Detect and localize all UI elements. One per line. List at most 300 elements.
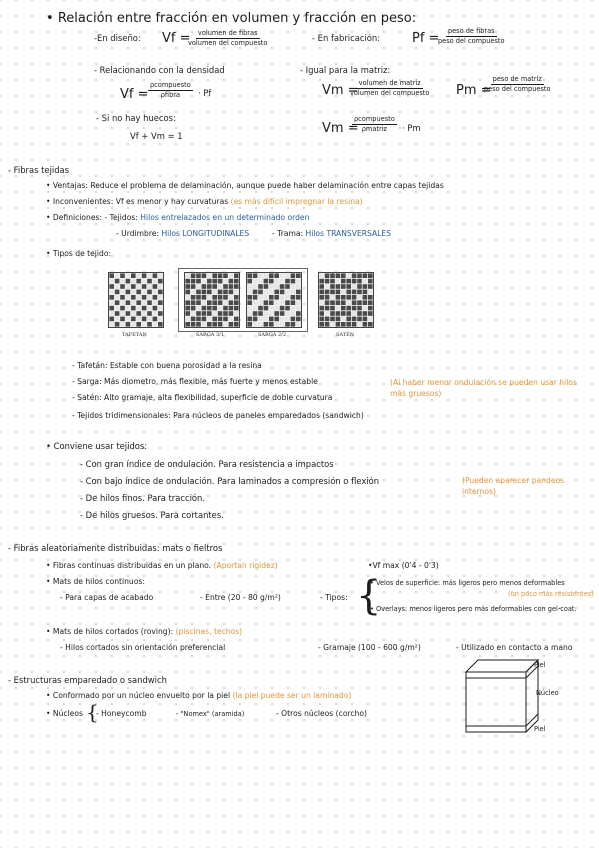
weave-cell [368,273,373,278]
weave-cell [120,300,125,305]
caption-sarga-22: SARGA 2/2 [258,332,287,338]
use-label: • Conviene usar tejidos: [46,441,148,451]
weave-cell [131,300,136,305]
weave-cell [115,273,120,278]
tejidos-text: Hilos entrelazados en un determinado orden [140,213,310,222]
matrix-vm2: Vm = [322,121,359,136]
weave-cell [336,300,341,305]
weave-cell [115,322,120,327]
weave-cell [136,311,141,316]
weave-cell [325,306,330,311]
random-heading: - Fibras aleatoriamente distribuidas: mats o fieltros [8,543,223,553]
weave-cell [126,306,131,311]
weave-cell [330,279,335,284]
dis-note: (es más difícil impregnar la resina) [230,197,363,206]
weave-cell [346,300,351,305]
weave-type-tafetan: - Tafetán: Estable con buena porosidad a la resina [72,361,262,370]
weave-cell [346,306,351,311]
weave-cell [319,273,324,278]
core-nomex: - "Nomex" (aramida) [176,710,245,718]
random-continuous-note: (Aportan rigidez) [213,561,278,570]
weave-cell [352,279,357,284]
density-label: - Relacionando con la densidad [94,65,225,75]
weave-cell [352,300,357,305]
weave-cell [109,300,114,305]
random-continuous: • Fibras continuas distribuidas en un plano. (Aportan rigidez) [46,561,278,570]
weave-cell [336,290,341,295]
weave-cell [346,279,351,284]
weave-cell [153,273,158,278]
weave-cell [120,295,125,300]
woven-definitions [46,214,309,222]
weave-cell [330,295,335,300]
weave-cell [357,279,362,284]
weave-cell [341,322,346,327]
weave-cell [363,284,368,289]
weave-cell [319,279,324,284]
caption-sarga-31: SARGA 3/1 [196,332,225,338]
adv-label: • Ventajas: [46,181,88,190]
weave-cell [325,311,330,316]
weave-type-saten: - Satén: Alto gramaje, alta flexibilidad, superficie de doble curvatura [72,393,333,402]
weave-cell [325,279,330,284]
cut-orientation: - Hilos cortados sin orientación preferencial [60,643,226,652]
weave-cell [131,284,136,289]
weave-cell [363,273,368,278]
weave-cell [131,273,136,278]
weave-cell [120,322,125,327]
matrix-num: volumen de matriz [358,79,421,87]
matrix-label: - Igual para la matriz: [300,65,391,75]
adv-text: Reduce el problema de delaminación, aunque puede haber delaminación entre capas tejidas [90,181,444,190]
label-piel-bottom: Piel [534,725,546,733]
weave-cell [136,295,141,300]
tipos-label: - Tipos: [320,593,348,602]
woven-urdimbre [116,230,391,238]
weave-cell [346,273,351,278]
weave-cell [336,311,341,316]
section-title: • Relación entre fracción en volumen y fracción en peso: [46,11,417,26]
weave-cell [357,273,362,278]
tipos-velos-note: (un poco más resistentes) [508,590,594,598]
use-item-compression-note: (Pueden aparecer pandeos internos) [462,476,565,496]
weave-cell [109,311,114,316]
weave-cell [120,306,125,311]
weave-cell [147,273,152,278]
weave-cell [346,317,351,322]
use-item-impact: - Con gran índice de ondulación. Para resistencia a impactos [80,459,334,469]
weave-cell [158,306,163,311]
weave-cell [158,273,163,278]
weave-cell [352,290,357,295]
weave-cell [368,300,373,305]
caption-saten: SATÉN [336,332,355,338]
density-den: ρfibra [160,90,181,99]
weave-cell [357,284,362,289]
weave-type-sarga: - Sarga: Más diometro, más flexible, más fuerte y menos estable [72,377,318,386]
weave-cell [352,295,357,300]
weave-cell [153,322,158,327]
weave-cell [142,311,147,316]
bullet-dot: • [46,11,58,26]
weave-cell [341,284,346,289]
weave-cell [147,300,152,305]
design-den: volumen del compuesto [188,38,268,47]
design-num: volumen de fibras [197,29,258,37]
mats-range: - Entre (20 - 80 g/m²) [200,593,281,602]
weave-cell [357,295,362,300]
weave-cell [330,311,335,316]
fabrication-pf: Pf = [412,31,440,46]
label-nucleo: Núcleo [536,689,559,697]
weave-cell [136,290,141,295]
matrix-den2: ρmatriz [361,124,387,133]
use-item-shear: - De hilos gruesos. Para cortantes. [80,510,224,520]
weave-cell [115,317,120,322]
no-voids-eq: Vf + Vm = 1 [130,131,183,141]
weave-cell [336,295,341,300]
tejidos-label: - Tejidos: [104,213,138,222]
weave-cell [142,306,147,311]
cut-gramaje: - Gramaje (100 - 600 g/m²) [318,643,421,652]
weave-cell [341,295,346,300]
weave-cell [330,306,335,311]
fabrication-label: - En fabricación: [312,33,381,43]
weave-cell [126,273,131,278]
weave-cell [136,284,141,289]
weave-cell [126,295,131,300]
weave-cell [346,290,351,295]
weave-cell [142,279,147,284]
weave-cell [319,290,324,295]
weave-cell [131,295,136,300]
weave-cell [357,290,362,295]
matrix-p-fraction [482,76,553,93]
weave-cell [319,300,324,305]
weave-cell [120,284,125,289]
weave-cell [109,295,114,300]
weave-cell [115,284,120,289]
weave-cell [158,317,163,322]
weave-cell [319,284,324,289]
weave-cell [115,279,120,284]
weave-cell [368,317,373,322]
weave-cell [131,311,136,316]
weave-cell [120,279,125,284]
weave-cell [330,322,335,327]
weave-cell [336,279,341,284]
weave-cell [336,273,341,278]
weave-cell [363,290,368,295]
weave-cell [142,295,147,300]
weave-type-3d: - Tejidos tridimensionales: Para núcleos de paneles emparedados (sandwich) [72,411,364,420]
weave-cell [147,317,152,322]
weave-cell [158,295,163,300]
weave-cell [341,317,346,322]
matrix-num2: ρcompuesto [354,115,395,123]
weave-cell [325,300,330,305]
matrix-vm: Vm = [322,83,359,98]
weave-cell [131,317,136,322]
weave-cell [126,279,131,284]
weave-cell [325,290,330,295]
weave-frame-sarga [178,268,308,332]
trama-label: - Trama: [272,229,304,238]
weave-cell [325,317,330,322]
sandwich-formed-note: (la piel puede ser un laminado) [232,691,352,700]
tipos-brace: { [356,573,382,619]
matrix-pnum: peso de matriz [492,75,542,83]
weave-pattern [319,273,373,327]
weave-cell [158,322,163,327]
weave-cell [368,295,373,300]
weave-cell [120,290,125,295]
weave-cell [158,284,163,289]
weave-cell [115,290,120,295]
weave-cell [126,300,131,305]
weave-cell [336,284,341,289]
cores-brace: { [86,700,99,724]
design-vf: Vf = [162,31,191,46]
weave-cell [325,284,330,289]
design-fraction [186,30,269,47]
fabrication-fraction [436,28,507,45]
weave-cell [120,317,125,322]
density-num: ρcompuesto [150,81,191,89]
weave-cell [131,290,136,295]
weave-cell [346,311,351,316]
caption-tafetan: TAFETÁN [122,332,147,338]
weave-cell [341,279,346,284]
weave-cell [142,290,147,295]
weave-cell [319,322,324,327]
weave-cell [357,306,362,311]
types-label: • Tipos de tejido: [46,249,112,258]
label-piel-top: Piel [534,661,546,669]
cut-note: (piscinas, techos) [175,627,243,636]
weave-tafetan [108,272,164,328]
cut-label: • Mats de hilos cortados (roving): (piscinas, techos) [46,627,243,636]
core-honeycomb: - Honeycomb [96,709,147,718]
weave-saten [318,272,374,328]
woven-heading: - Fibras tejidas [8,165,70,175]
weave-cell [319,295,324,300]
weave-cell [109,290,114,295]
weave-cell [325,322,330,327]
trama-text: Hilos TRANSVERSALES [305,229,392,238]
weave-cell [115,295,120,300]
weave-cell [363,279,368,284]
weave-cell [357,317,362,322]
weave-cell [336,306,341,311]
weave-cell [363,322,368,327]
weave-cell [368,279,373,284]
density-tail: · Pf [198,88,212,98]
tipos-overlays: • Overlays: menos ligeros pero más deformables con gel-coat. [370,605,577,613]
weave-cell [341,306,346,311]
weave-cell [109,322,114,327]
weave-cell [346,284,351,289]
weave-cell [142,284,147,289]
tipos-velos: • Velos de superficie: más ligeros pero menos deformables [370,579,565,587]
matrix-pm: Pm = [456,83,492,98]
weave-cell [153,306,158,311]
matrix-density-fraction [352,116,397,133]
weave-cell [341,290,346,295]
weave-cell [158,300,163,305]
weave-cell [126,322,131,327]
matrix-fraction [348,80,431,97]
dis-text: Vf es menor y hay curvaturas [115,197,229,206]
weave-cell [352,322,357,327]
weave-cell [142,322,147,327]
woven-drawbacks [46,198,363,206]
weave-cell [120,311,125,316]
weave-cell [352,306,357,311]
weave-cell [363,295,368,300]
weave-cell [357,300,362,305]
weave-pattern [109,273,163,327]
weave-cell [147,311,152,316]
weave-cell [109,306,114,311]
weave-cell [153,279,158,284]
density-vf: Vf = [120,87,149,102]
weave-cell [363,300,368,305]
mats-use: - Para capas de acabado [60,593,154,602]
design-label: -En diseño: [94,33,141,43]
core-other: - Otros núcleos (corcho) [276,709,368,718]
weave-cell [131,322,136,327]
weave-cell [325,295,330,300]
weave-cell [357,311,362,316]
weave-cell [153,317,158,322]
fabrication-num: peso de fibras [447,27,495,35]
weave-cell [341,300,346,305]
weave-cell [147,322,152,327]
weave-cell [142,300,147,305]
weave-cell [319,317,324,322]
sandwich-heading: - Estructuras emparedado o sandwich [8,675,167,685]
use-item-compression: - Con bajo índice de ondulación. Para laminados a compresión o flexión [80,476,380,486]
urdimbre-label: - Urdimbre: [116,229,160,238]
weave-cell [109,317,114,322]
weave-cell [346,295,351,300]
weave-cell [368,290,373,295]
weave-cell [336,317,341,322]
dis-label: • Inconvenientes: [46,197,114,206]
weave-cell [142,317,147,322]
weave-cell [352,311,357,316]
weave-cell [147,284,152,289]
weave-cell [368,311,373,316]
woven-advantages [46,182,444,190]
weave-cell [126,317,131,322]
matrix-tail2: · Pm [402,123,421,133]
weave-cell [336,322,341,327]
weave-cell [115,311,120,316]
weave-cell [120,273,125,278]
panel-front [466,672,526,732]
weave-cell [368,306,373,311]
weave-cell [115,300,120,305]
weave-cell [136,317,141,322]
weave-cell [147,295,152,300]
weave-cell [341,273,346,278]
weave-cell [352,317,357,322]
weave-cell [319,306,324,311]
weave-cell [131,279,136,284]
weave-cell [153,300,158,305]
weave-cell [330,300,335,305]
density-fraction [148,82,193,99]
weave-cell [153,295,158,300]
weave-cell [352,273,357,278]
no-voids-label: - Si no hay huecos: [96,113,176,123]
weave-cell [147,306,152,311]
weave-cell [363,317,368,322]
weave-cell [147,290,152,295]
use-item-traction: - De hilos finos. Para tracción. [80,493,205,503]
weave-cell [109,284,114,289]
sandwich-formed: • Conformado por un núcleo envuelto por la piel (la piel puede ser un laminado) [46,691,352,700]
weave-cell [153,311,158,316]
weave-cell [142,273,147,278]
weave-cell [368,322,373,327]
weave-cell [153,290,158,295]
weave-cell [158,290,163,295]
weave-cell [136,306,141,311]
weave-cell [352,284,357,289]
weave-cell [136,322,141,327]
weave-cell [131,306,136,311]
weave-cell [330,290,335,295]
def-label: • Definiciones: [46,213,103,222]
weave-cell [330,273,335,278]
weave-cell [126,284,131,289]
weave-cell [136,300,141,305]
weave-cell [136,279,141,284]
random-vf-range: •Vf max (0'4 - 0'3) [368,561,439,570]
weave-cell [126,311,131,316]
mats-label: • Mats de hilos continuos: [46,577,145,586]
weave-cell [357,322,362,327]
fabrication-den: peso del compuesto [438,36,505,45]
weave-cell [330,317,335,322]
weave-cell [147,279,152,284]
sandwich-cores-label: • Núcleos [46,709,83,718]
matrix-pden: peso del compuesto [484,84,551,93]
weave-cell [368,284,373,289]
weave-cell [109,279,114,284]
weave-cell [341,311,346,316]
weave-cell [363,311,368,316]
weave-cell [330,284,335,289]
matrix-den: volumen del compuesto [350,88,430,97]
weave-cell [109,273,114,278]
weave-cell [153,284,158,289]
cut-contact: - Utilizado en contacto a mano [456,643,573,652]
weave-cell [126,290,131,295]
weave-type-sarga-note: (Al haber menor ondulación se pueden usar hilos más gruesos) [390,378,577,398]
weave-cell [363,306,368,311]
weave-cell [115,306,120,311]
weave-cell [346,322,351,327]
weave-cell [325,273,330,278]
weave-cell [319,311,324,316]
weave-cell [158,279,163,284]
urdimbre-text: Hilos LONGITUDINALES [161,229,250,238]
weave-cell [136,273,141,278]
